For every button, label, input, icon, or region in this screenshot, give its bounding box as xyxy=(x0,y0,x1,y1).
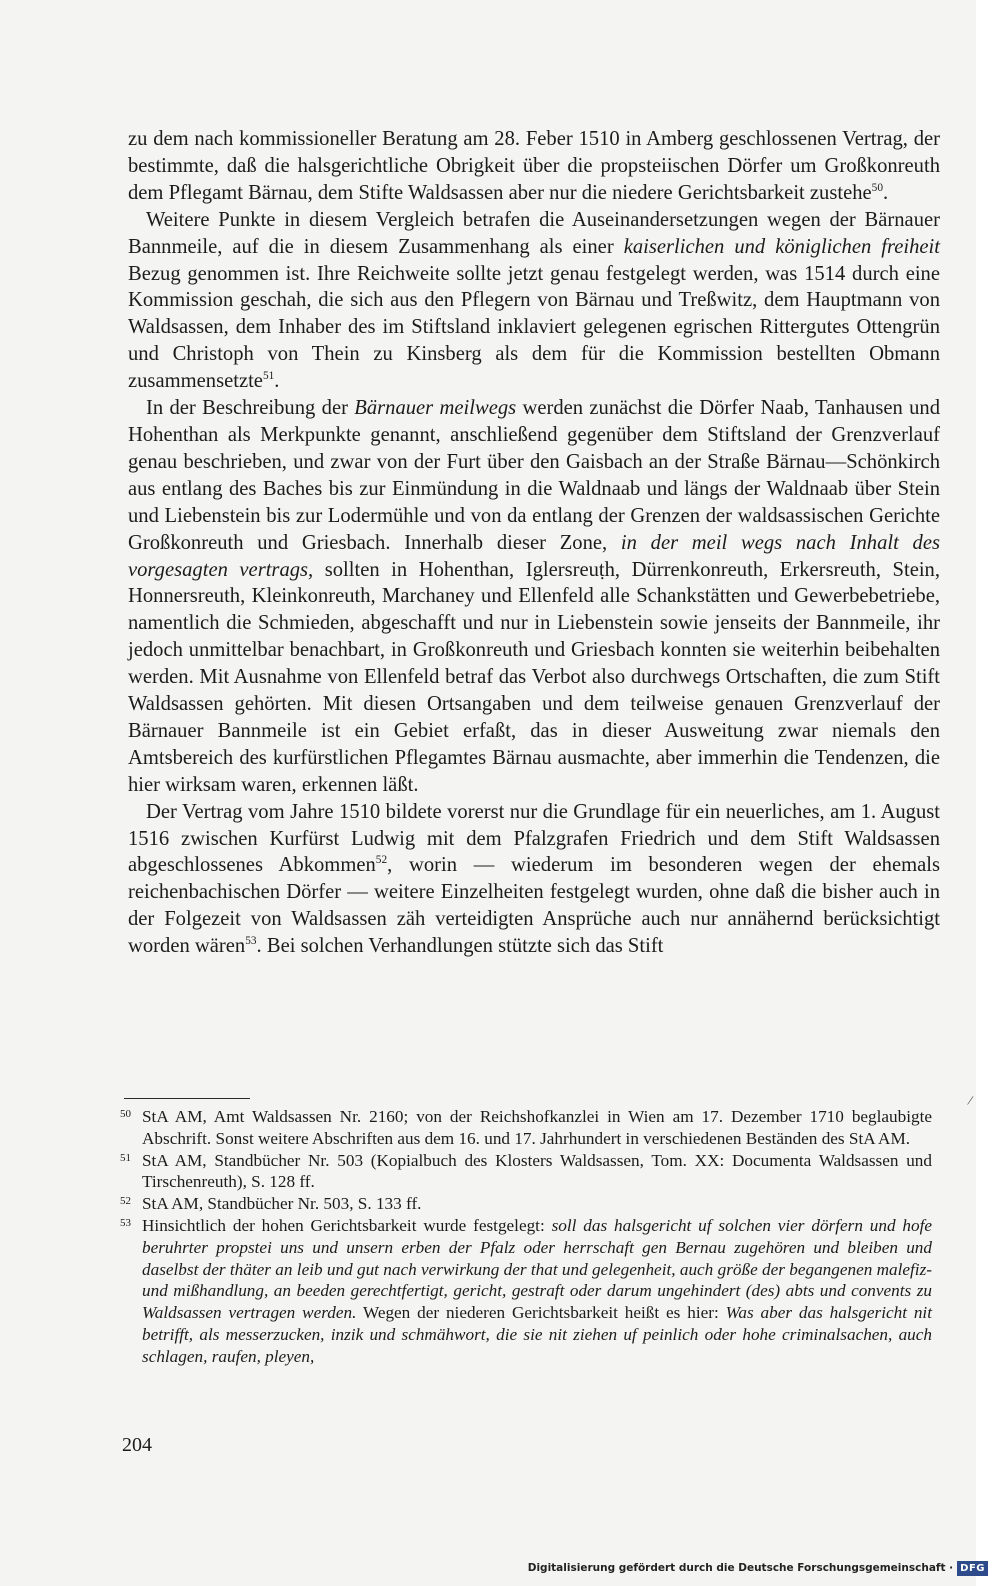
main-text xyxy=(128,126,940,960)
footnote-ref: 50 xyxy=(871,181,883,194)
footnote xyxy=(120,1150,932,1194)
credit-text: Digitalisierung gefördert durch die Deutsche Forschungsgemeinschaft · xyxy=(527,1562,954,1574)
text-run: StA AM, Standbücher Nr. 503 (Kopialbuch des Klosters Waldsassen, Tom. XX: Documenta Waldsassen und Tirschenreuth), S. 128 ff. xyxy=(142,1150,932,1192)
footnote-number: 52 xyxy=(120,1195,131,1208)
text-run: StA AM, Amt Waldsassen Nr. 2160; von der Reichshofkanzlei in Wien am 17. Dezember 1710 beglaubigte Abschrift. Sonst weitere Abschriften aus dem 16. und 17. Jahrhundert in verschiedenen Beständen des StA AM. xyxy=(142,1107,932,1148)
text-run: werden zunächst die Dörfer Naab, Tanhausen und Hohenthan als Merkpunkte genannt, anschließend gegenüber dem Stiftsland der Grenzverlauf genau beschrieben, und zwar von der Furt über den Gaisbach an der Straße Bärnau—Schönkirch aus entlang des Baches bis zur Einmündung in die Waldnaab und längs der Waldnaab über Stein und Liebenstein bis zur Lodermühle und von da entlang der Grenzen der waldsassischen Gerichte Großkonreuth und Griesbach. Innerhalb dieser Zone, xyxy=(128,397,940,554)
footnote-number: 51 xyxy=(120,1151,131,1164)
paragraph xyxy=(128,799,940,960)
dfg-logo-icon: DFG xyxy=(957,1561,988,1576)
paragraph xyxy=(128,395,940,799)
text-run: . xyxy=(274,370,280,393)
text-run: . Bei solchen Verhandlungen stützte sich das Stift xyxy=(256,935,664,958)
text-run: , worin — wiederum im besonderen wegen der ehemals reichenbachischen Dörfer — weitere Einzelheiten festgelegt wurden, ohne daß die bisher auch in der Folgezeit von Waldsassen zäh verteidigten Ansprüche auch nur annähernd berücksichtigt worden wären xyxy=(128,854,940,958)
footnote-ref: 52 xyxy=(375,854,388,867)
text-run: sollten in Hohenthan, Iglersreuṭh, Dürrenkonreuth, Erkersreuth, Stein, Honnersreuth, Kleinkonreuth, Marchaney und Ellenfeld alle Schankstätten und Gewerbebetriebe, namentlich die Schmieden, abgeschafft und nur in Liebenstein sowie jenseits der Bannmeile, ihr jedoch unmittelbar benachbart, in Großkonreuth und Griesbach konnten sie weiterhin beibehalten werden. Mit Ausnahme von Ellenfeld betraf das Verbot also durchwegs Ortschaften, die zum Stift Waldsassen gehörten. Mit diesen Ortsangaben und dem teilweise genauen Grenzverlauf der Bärnauer Bannmeile ist ein Gebiet erfaßt, das in dieser Ausweitung zwar niemals den Amtsbereich des kurfürstlichen Pflegamtes Bärnau ausmachte, aber immerhin die Tendenzen, die hier wirksam waren, erkennen läßt. xyxy=(128,558,940,796)
page-number: 204 xyxy=(122,1434,152,1456)
footnote xyxy=(120,1106,932,1150)
page-edge xyxy=(976,0,1000,1586)
text-run: . xyxy=(883,181,889,204)
footnote-ref: 53 xyxy=(245,935,257,948)
text-run: Wegen der niederen Gerichtsbarkeit heißt es hier: xyxy=(356,1303,726,1323)
text-run: Weitere Punkte in diesem Vergleich betrafen die Auseinandersetzungen wegen der Bärnauer Bannmeile, auf die in diesem Zusammenhang als einer xyxy=(128,208,940,258)
footnote-ref: 51 xyxy=(262,370,275,383)
italic-text: Bärnauer meilwegs xyxy=(354,397,517,420)
paragraph xyxy=(128,126,940,207)
text-run: Hinsichtlich der hohen Gerichtsbarkeit wurde festgelegt: xyxy=(142,1215,552,1235)
text-run: StA AM, Standbücher Nr. 503, S. 133 ff. xyxy=(142,1194,422,1214)
footnote xyxy=(120,1193,932,1215)
text-run: Der Vertrag vom Jahre 1510 bildete vorerst nur die Grundlage für ein neuerliches, am 1. August 1516 zwischen Kurfürst Ludwig mit dem Pfalzgrafen Friedrich und dem Stift Waldsassen abgeschlossenes Abkommen xyxy=(128,800,940,877)
footnote-divider xyxy=(124,1098,250,1099)
text-run: In der Beschreibung der xyxy=(146,397,355,420)
footnotes xyxy=(120,1106,932,1368)
margin-mark: / xyxy=(966,1093,974,1110)
italic-text: kaiserlichen und königlichen freiheit xyxy=(623,235,940,258)
footnote-number: 50 xyxy=(120,1108,131,1120)
italic-text: in der meil wegs nach Inhalt des vorgesagten vertrags, xyxy=(128,531,940,581)
text-run: zu dem nach kommissioneller Beratung am 28. Feber 1510 in Amberg geschlossenen Vertrag, der bestimmte, daß die halsgerichtliche Obrigkeit über die propsteiischen Dörfer um Großkonreuth dem Pflegamt Bärnau, dem Stifte Waldsassen aber nur die niedere Gerichtsbarkeit zustehe xyxy=(128,128,940,204)
italic-text: soll das halsgericht uf solchen vier dörfern und hofe beruhrter propstei uns und unsern erben der Pfalz oder herrschaft gen Bernau zugehören und bleiben und daselbst der thäter an leib und gut nach verwirkung der that und gelegenheit, auch größe der begangenen malefiz- und mißhandlung, an beeden gerechtfertigt, gericht, gestraft oder darum ungehindert (des) abts und convents zu Waldsassen vertragen werden. xyxy=(142,1215,932,1323)
digitization-credit xyxy=(528,1558,988,1578)
paragraph xyxy=(128,207,940,395)
text-run: Bezug genommen ist. Ihre Reichweite sollte jetzt genau festgelegt werden, was 1514 durch eine Kommission geschah, die sich aus den Pflegern von Bärnau und Treßwitz, dem Hauptmann von Waldsassen, dem Inhaber des im Stiftsland inklaviert gelegenen egrischen Rittergutes Ottengrün und Christoph von Thein zu Kinsberg als dem für die Kommission bestellten Obmann zusammensetzte xyxy=(128,262,940,393)
italic-text: Was aber das halsgericht nit betrifft, als messerzucken, inzik und schmähwort, die sie nit ziehen uf peinlich oder hohe criminalsachen, auch schlagen, raufen, pleyen, xyxy=(142,1303,932,1366)
footnote xyxy=(120,1215,932,1368)
footnote-number: 53 xyxy=(120,1216,131,1229)
